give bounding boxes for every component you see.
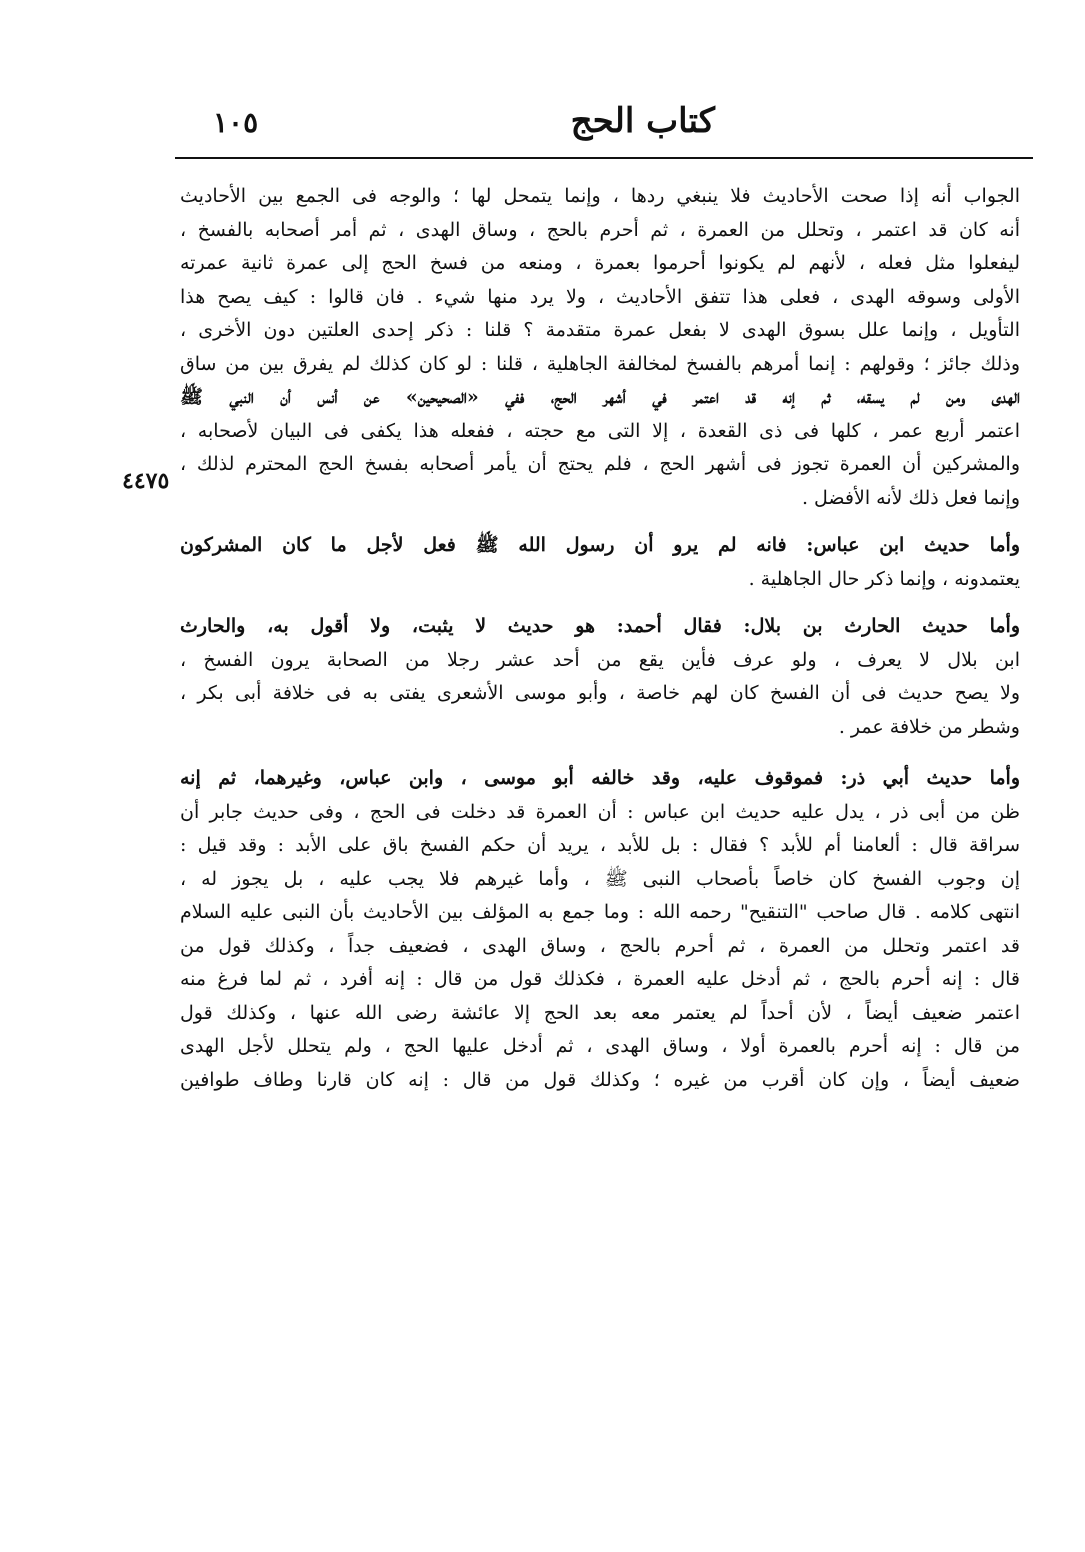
text-line: من قال : إنه أحرم بالعمرة أولا ، وساق الهدى ، ثم أدخل عليها الحج ، ولم يتحلل لأجل الهدى xyxy=(180,1035,1020,1057)
paragraph-1 xyxy=(180,180,1020,515)
paragraph-4 xyxy=(180,762,1020,1097)
text-line: وإنما فعل ذلك لأنه الأفضل . xyxy=(801,486,1020,509)
text-line: ظن من أبى ذر ، يدل عليه حديث ابن عباس : أن العمرة قد دخلت فى الحج ، وفى حديث جابر أن xyxy=(180,800,1020,823)
paragraph-gap xyxy=(180,596,1020,610)
text-line: إن وجوب الفسخ كان خاصاً بأصحاب النبى ﷺ ، وأما غيرهم فلا يجب عليه ، بل يجوز له ، xyxy=(180,867,1020,890)
text-line: قد اعتمر وتحلل من العمرة ، ثم أحرم بالحج ، وساق الهدى ، فضعيف جداً ، وكذلك قول من xyxy=(180,934,1020,957)
header-rule xyxy=(175,157,1033,159)
text-line: سراقة قال : ألعامنا أم للأبد ؟ فقال : بل للأبد ، يريد أن حكم الفسخ باق على الأبد : وقد قيل : xyxy=(180,834,1020,856)
text-line: ضعيف أيضاً ، وإن كان أقرب من غيره ؛ وكذلك قول من قال : إنه كان قارنا وطاف طوافين xyxy=(180,1068,1020,1091)
text-line: وأما حديث ابن عباس: فانه لم يرو أن رسول الله ﷺ فعل لأجل ما كان المشركون xyxy=(180,534,1020,556)
text-line: ليفعلوا مثل فعله ، لأنهم لم يكونوا أحرموا بعمرة ، ومنعه من فسخ الحج إلى عمرة ثانية عمرته xyxy=(180,252,1020,274)
page-header xyxy=(175,95,1035,157)
text-line: يعتمدونه ، وإنما ذكر حال الجاهلية . xyxy=(748,567,1020,590)
text-line: الأولى وسوقه الهدى ، فعلى هذا تتفق الأحاديث ، ولا يرد منها شيء . فان قالوا : كيف يصح هذا xyxy=(180,285,1020,308)
running-title: كتاب الحج xyxy=(570,101,715,141)
text-line: أنه كان قد اعتمر ، وتحلل من العمرة ، ثم أحرم بالحج ، وساق الهدى ، ثم أمر أصحابه بالفسخ ، xyxy=(180,218,1020,241)
paragraph-3 xyxy=(180,610,1020,744)
paragraph-2 xyxy=(180,529,1020,596)
text-line: وذلك جائز ؛ وقولهم : إنما أمرهم بالفسخ لمخالفة الجاهلية ، قلنا : لو كان كذلك لم يفرق بين من ساق xyxy=(180,352,1020,375)
page-body xyxy=(180,180,1020,1097)
text-line: ابن بلال لا يعرف ، ولو عرف فأين يقع من أحد عشر رجلا من الصحابة يرون الفسخ ، xyxy=(180,648,1020,671)
text-line: اعتمر أربع عمر ، كلها فى ذى القعدة ، إلا التى مع حجته ، ففعله هذا يكفى فى البيان لأصحابه ، xyxy=(180,419,1020,442)
paragraph-gap xyxy=(180,515,1020,529)
text-line: وأما حديث أبي ذر: فموقوف عليه، وقد خالفه أبو موسى ، وابن عباس، وغيرهما، ثم إنه xyxy=(180,767,1020,789)
text-line: قال : إنه أحرم بالحج ، ثم أدخل عليه العمرة ، فكذلك قول من قال : إنه أفرد ، ثم لما فرغ منه xyxy=(180,968,1020,990)
paragraph-gap xyxy=(180,744,1020,762)
text-line: وشطر من خلافة عمر . xyxy=(838,715,1020,738)
text-line: والمشركين أن العمرة تجوز فى أشهر الحج ، فلم يحتج أن يأمر أصحابه بفسخ الحج المحترم لذلك ، xyxy=(180,453,1020,475)
text-line: اعتمر ضعيف أيضاً ، لأن أحداً لم يعتمر معه بعد الحج إلا عائشة رضى الله عنها ، وكذلك قول xyxy=(180,1001,1020,1024)
text-line: الهدى ومن لم يسقه، ثم إنه قد اعتمر في أشهر الحج، ففي «الصحيحين» عن أنس أن النبي ﷺ xyxy=(180,386,1020,408)
hadith-number-margin: ٤٤٧٥ xyxy=(122,468,170,494)
text-line: ولا يصح حديث فى أن الفسخ كان لهم خاصة ، وأبو موسى الأشعرى يفتى به فى خلافة أبى بكر ، xyxy=(180,682,1020,704)
text-line: الجواب أنه إذا صحت الأحاديث فلا ينبغي ردها ، وإنما يتمحل لها ؛ والوجه فى الجمع بين الأحاديث xyxy=(180,185,1020,207)
text-line: وأما حديث الحارث بن بلال: فقال أحمد: هو حديث لا يثبت، ولا أقول به، والحارث xyxy=(180,615,1020,637)
text-line: التأويل ، وإنما علل بسوق الهدى لا بفعل عمرة متقدمة ؟ قلنا : ذكر إحدى العلتين دون الأخرى ، xyxy=(180,319,1020,341)
page-number: ١٠٥ xyxy=(213,106,259,139)
text-line: انتهى كلامه . قال صاحب "التنقيح" رحمه الله : وما جمع به المؤلف بين الأحاديث بأن النبى عليه السلام xyxy=(180,901,1020,923)
